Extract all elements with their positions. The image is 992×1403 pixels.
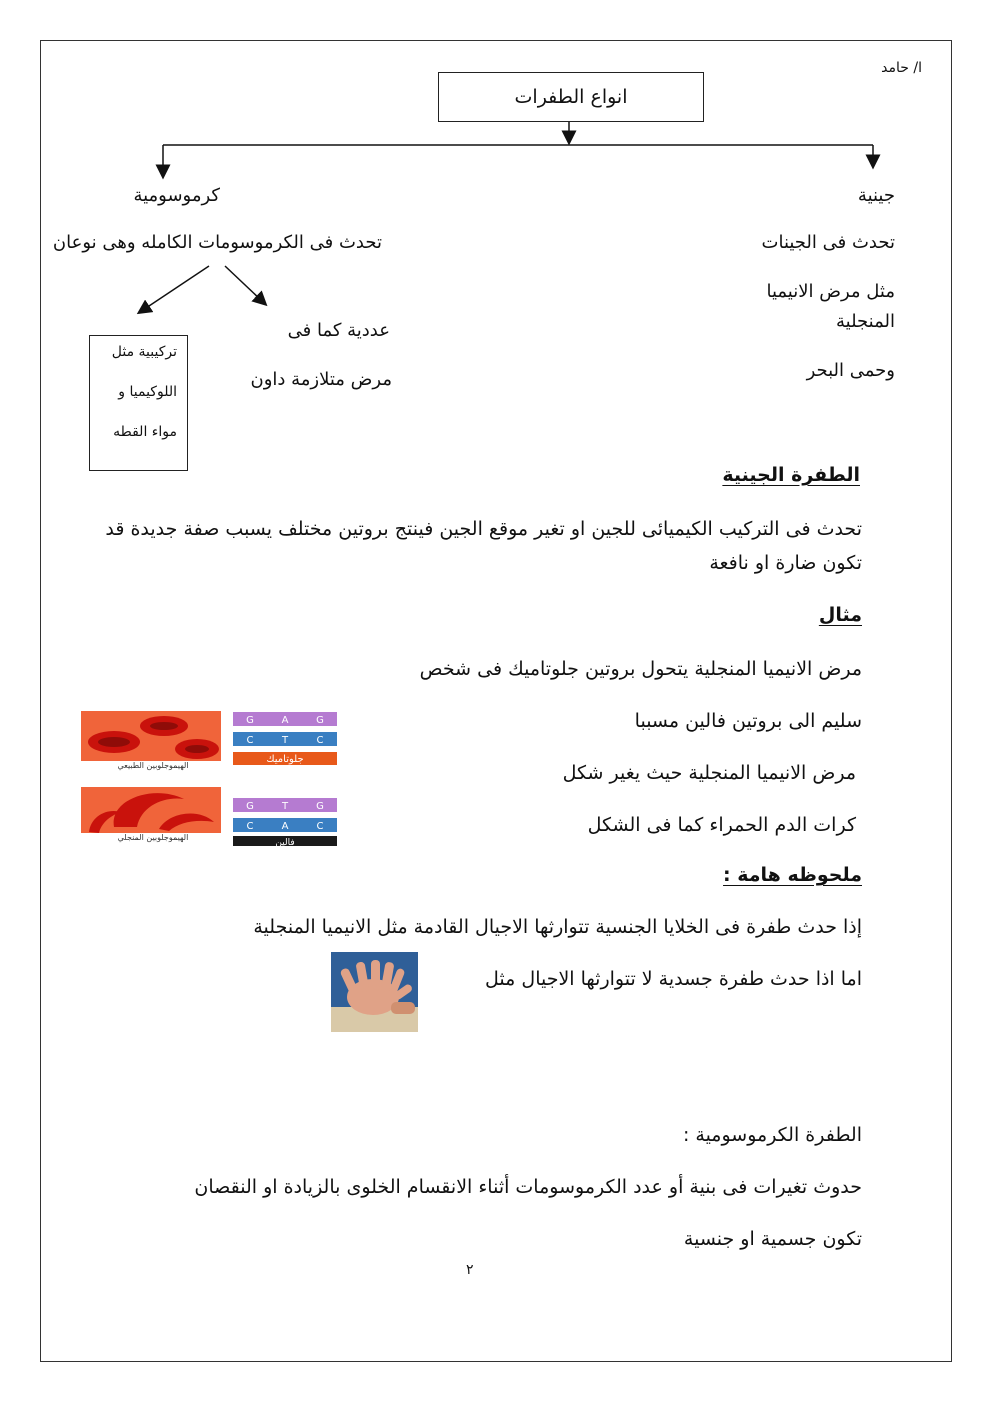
hand-image: [331, 952, 418, 1032]
sickle-caption: الهيموجلوبين المنجلي: [117, 833, 189, 842]
example-line-3: مرض الانيميا المنجلية حيث يغير شكل: [562, 762, 856, 784]
gene-branch-example-2: المنجلية: [836, 311, 895, 332]
codon: C: [246, 821, 254, 832]
codon: G: [316, 801, 324, 812]
chromosomal-line-1: حدوث تغيرات فى بنية أو عدد الكرموسومات أثناء الانقسام الخلوى بالزيادة او النقصان: [194, 1176, 862, 1198]
arrow-structural: [143, 266, 209, 310]
numeric-type-line-1: عددية كما فى: [287, 320, 390, 341]
gene-branch-label: جينية: [857, 185, 895, 206]
chromosomal-line-2: تكون جسمية او جنسية: [683, 1228, 862, 1250]
glutamic-label: جلوتاميك: [266, 754, 304, 765]
structural-type-line-1: تركيبية مثل: [111, 344, 177, 360]
codon: T: [281, 801, 289, 812]
chromosomal-branch-label: كرموسومية: [133, 185, 220, 206]
example-line-1: مرض الانيميا المنجلية يتحول بروتين جلوتاميك فى شخص: [419, 658, 862, 680]
chromosomal-heading: الطفرة الكرموسومية :: [682, 1124, 862, 1146]
note-line-2: اما اذا حدث طفرة جسدية لا تتوارثها الاجيال مثل: [485, 968, 862, 990]
codon: G: [246, 801, 254, 812]
sickle-cells-image: [81, 787, 221, 833]
gene-mutation-heading: الطفرة الجينية: [722, 464, 860, 486]
example-line-4: كرات الدم الحمراء كما فى الشكل: [587, 814, 856, 836]
sickle-codons-bottom: [233, 818, 337, 832]
codon: C: [246, 735, 254, 746]
codon: A: [281, 715, 289, 726]
example-line-2: سليم الى بروتين فالين مسببا: [634, 710, 862, 732]
chromosomal-branch-desc: تحدث فى الكرموسومات الكامله وهى نوعان: [52, 232, 382, 253]
codon: G: [246, 715, 254, 726]
normal-codons-bottom: [233, 732, 337, 746]
structural-type-line-2: اللوكيميا و: [118, 384, 177, 400]
author-label: ا/ حامد: [881, 60, 922, 76]
gene-mutation-def-2: تكون ضارة او نافعة: [709, 552, 862, 574]
page-number: ٢: [466, 1262, 474, 1278]
valine-label: فالين: [275, 838, 295, 846]
codon: C: [316, 821, 324, 832]
gene-mutation-def-1: تحدث فى التركيب الكيميائى للجين او تغير موقع الجين فينتج بروتين مختلف يسبب صفة جديدة قد: [105, 518, 862, 540]
normal-caption: الهيموجلوبين الطبيعي: [117, 761, 189, 770]
note-line-1: إذا حدث طفرة فى الخلايا الجنسية تتوارثها الاجيال القادمة مثل الانيميا المنجلية: [253, 916, 862, 938]
structural-type-line-3: مواء القطه: [113, 424, 177, 440]
gene-branch-example-1: مثل مرض الانيميا: [766, 281, 895, 302]
codon: C: [316, 735, 324, 746]
gene-branch-example-3: وحمى البحر: [806, 360, 895, 381]
numeric-type-line-2: مرض متلازمة داون: [250, 369, 392, 390]
sickle-codons-top: [233, 798, 337, 812]
sickle-cell-figure: [69, 704, 351, 846]
gene-branch-desc: تحدث فى الجينات: [761, 232, 895, 253]
codon: T: [281, 735, 289, 746]
codon: A: [281, 821, 289, 832]
normal-cells-image: [81, 711, 221, 761]
diagram-title: انواع الطفرات: [514, 86, 628, 108]
note-heading: ملحوظه هامة :: [723, 864, 862, 886]
codon: G: [316, 715, 324, 726]
example-heading: مثال: [818, 604, 862, 626]
normal-codons-top: [233, 712, 337, 726]
structural-type-box: [89, 335, 188, 471]
arrow-numeric: [225, 266, 262, 301]
